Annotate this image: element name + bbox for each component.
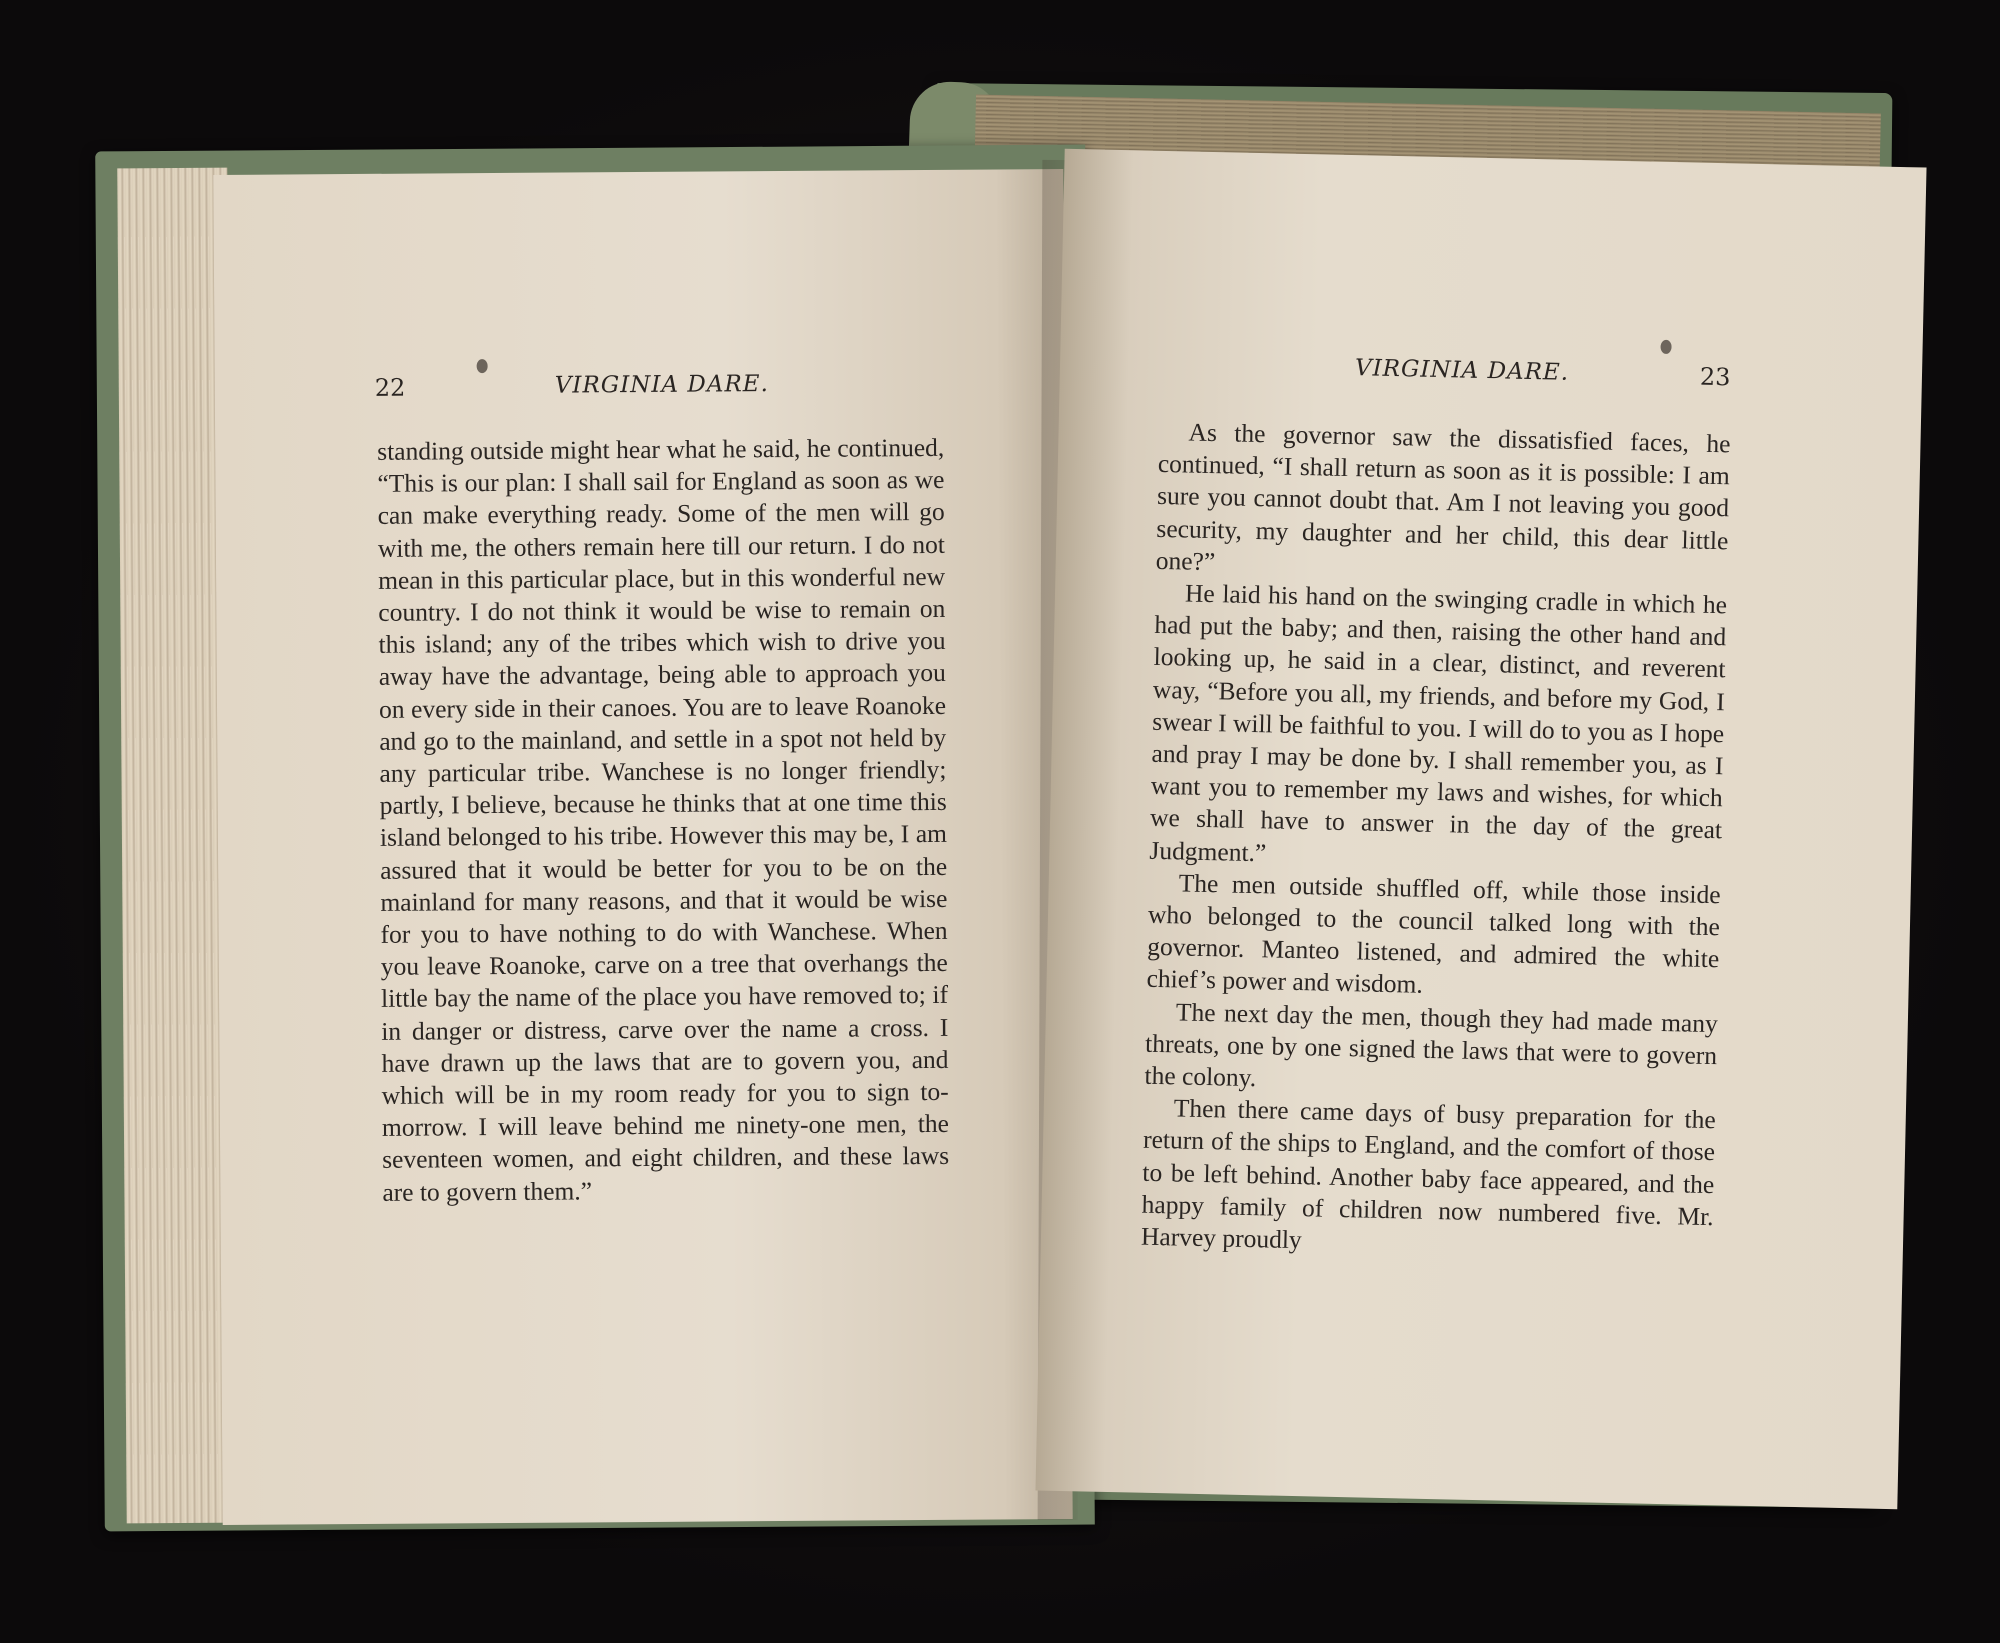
running-head-right: VIRGINIA DARE. [1354,355,1570,386]
sewing-hole [477,359,488,373]
paragraph: As the governor saw the dissatisfied faces, he continued, “I shall return as soon as it is possible: I am sure you cannot doubt that. Am I not leaving you good security, my daughter and her child, this dear little one?” [1155,417,1731,576]
right-page [1035,149,1926,1509]
right-page-text [1141,416,1731,1266]
left-page [213,169,1072,1525]
paragraph: The men outside shuffled off, while those inside who belonged to the council talked long with the governor. Manteo listened, and admired the white chief’s power and wisdom. [1146,868,1721,1000]
paragraph: standing outside might hear what he said, he continued, “This is our plan: I shall sail for England as soon as we can make everything ready. Some of the men will go with me, the others remain here till our return. I do not mean in this particular place, but in this wonderful new country. I do not think it would be wise to remain on this island; any of the tribes which wish to drive you away have the advantage, being able to approach you on every side in their canoes. You are to leave Roanoke and go to the mainland, and settle in a spot not held by any particular tribe. Wanchese is no longer friendly; partly, I believe, because he thinks that at one time this island belonged to his tribe. However this may be, I am assured that it would be better for you to be on the mainland for many reasons, and that it would be wise for you to have nothing to do with Wanchese. When you leave Roanoke, carve on a tree that overhangs the little bay the name of the place you have removed to; if in danger or distress, carve over the name a cross. I have drawn up the laws that are to govern you, and which will be in my room ready for you to sign to-morrow. I will leave behind me ninety-one men, the seventeen women, and eight children, and these laws are to govern them.” [377,432,950,1207]
page-number-left: 22 [374,373,406,402]
paragraph: Then there came days of busy preparation for the return of the ships to England, and the comfort of those to be left behind. Another baby face appeared, and the happy family of children now numbered five. Mr. Harvey proudly [1140,1093,1717,1255]
paragraph: The next day the men, though they had made many threats, one by one signed the laws that were to govern the colony. [1144,997,1719,1093]
sewing-hole [1660,340,1671,354]
left-page-text [377,432,949,1209]
running-head-left: VIRGINIA DARE. [554,371,769,399]
paragraph: He laid his hand on the swinging cradle in which he had put the baby; and then, raising the other hand and looking up, he said in a clear, distinct, and reverent way, “Before you all, my friends, and before my God, I swear I will be faithful to you. I will do to you as I hope and pray I may be done by. I shall remember you, as I want you to remember my laws and wishes, for which we shall have to answer in the day of the great Judgment.” [1149,578,1728,867]
page-number-right: 23 [1699,362,1731,392]
